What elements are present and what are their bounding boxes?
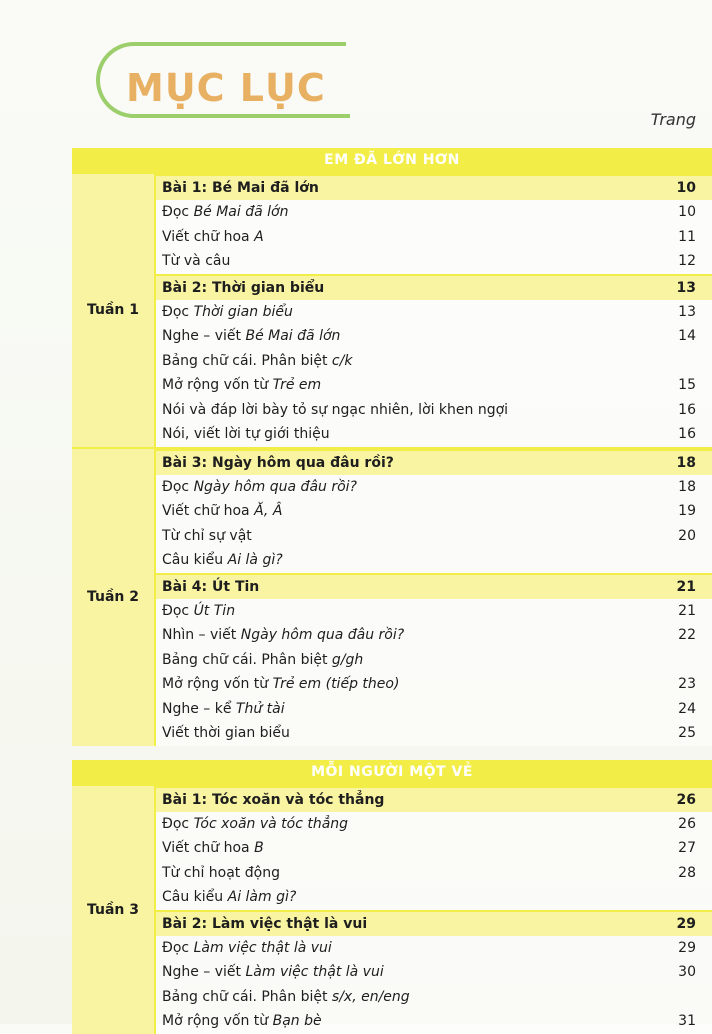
week-block <box>72 172 712 447</box>
entry-page: 14 <box>678 328 696 345</box>
entry-text-italic: Ngày hôm qua đâu rồi? <box>193 478 357 495</box>
entry-text <box>162 627 404 643</box>
entry-text <box>162 816 348 832</box>
entry-text-plain: Đọc <box>162 602 194 619</box>
entry-page: 18 <box>678 478 696 495</box>
entry-text-italic: Ai là gì? <box>227 552 283 569</box>
toc-entry[interactable] <box>156 721 712 746</box>
lesson-row[interactable] <box>156 449 712 475</box>
toc-entry[interactable] <box>156 1009 712 1034</box>
toc-entry[interactable] <box>156 548 712 573</box>
lesson-title: Bài 1: Tóc xoăn và tóc thẳng <box>162 791 385 808</box>
toc-entry[interactable] <box>156 697 712 722</box>
toc-entry[interactable] <box>156 524 712 549</box>
entry-text-plain: Viết chữ hoa <box>162 840 255 857</box>
entry-text <box>162 479 357 495</box>
entry-text-italic: Bé Mai đã lớn <box>193 204 289 221</box>
entry-text-italic: B <box>254 840 264 857</box>
entry-page: 11 <box>678 228 696 245</box>
toc-entry[interactable] <box>156 349 712 374</box>
toc-entry[interactable] <box>156 300 712 325</box>
entry-text <box>162 676 399 692</box>
entry-text-plain: Từ chỉ hoạt động <box>162 864 280 881</box>
entry-page: 12 <box>678 253 696 270</box>
unit-header: EM ĐÃ LỚN HƠN <box>72 148 712 172</box>
toc-entry[interactable] <box>156 885 712 910</box>
entry-text-italic: Trẻ em <box>272 377 322 394</box>
entry-text-plain: Đọc <box>162 204 194 221</box>
entry-text-italic: Ngày hôm qua đâu rồi? <box>240 627 405 644</box>
entry-text-plain: Bảng chữ cái. Phân biệt <box>162 988 332 1005</box>
entry-text-italic: Tóc xoăn và tóc thẳng <box>193 815 349 832</box>
entry-text-plain: Nghe – viết <box>162 328 246 345</box>
toc-entry[interactable] <box>156 225 712 250</box>
entry-text <box>162 528 252 544</box>
entry-text-italic: Ai làm gì? <box>227 889 297 906</box>
toc-entry[interactable] <box>156 861 712 886</box>
entry-text <box>162 328 340 344</box>
entry-text-plain: Nghe – kể <box>162 700 236 717</box>
entry-text-italic: Út Tin <box>193 602 236 619</box>
entry-text-plain: Viết chữ hoa <box>162 228 255 245</box>
entry-text-plain: Từ và câu <box>162 253 231 270</box>
entry-text <box>162 552 283 568</box>
entry-text-plain: Đọc <box>162 939 194 956</box>
entry-text <box>162 840 264 856</box>
toc-entry[interactable] <box>156 812 712 837</box>
entry-text-italic: c/k <box>331 352 353 369</box>
entry-page: 24 <box>678 700 696 717</box>
entry-text-italic: Thời gian biểu <box>193 303 293 320</box>
entry-text-italic: Làm việc thật là vui <box>193 939 332 956</box>
unit-header: MỖI NGƯỜI MỘT VẺ <box>72 760 712 784</box>
toc-entry[interactable] <box>156 672 712 697</box>
entry-text <box>162 229 264 245</box>
lesson-page: 21 <box>676 578 696 595</box>
entry-text-plain: Đọc <box>162 478 194 495</box>
entry-text-plain: Bảng chữ cái. Phân biệt <box>162 352 332 369</box>
toc-entry[interactable] <box>156 422 712 447</box>
lesson-page: 10 <box>676 180 696 196</box>
entry-text-plain: Bảng chữ cái. Phân biệt <box>162 651 332 668</box>
entry-page: 22 <box>678 627 696 644</box>
entry-text-plain: Nhìn – viết <box>162 627 241 644</box>
entry-text <box>162 865 280 881</box>
entry-text-italic: Làm việc thật là vui <box>245 964 384 981</box>
entry-text-italic: A <box>254 228 264 245</box>
entry-page: 20 <box>678 527 696 544</box>
entry-text <box>162 204 288 220</box>
entry-text-plain: Nói và đáp lời bày tỏ sự ngạc nhiên, lời khen ngợi <box>162 401 509 418</box>
lesson-page: 18 <box>676 454 696 471</box>
page-column-label: Trang <box>650 110 696 129</box>
toc-entry[interactable] <box>156 648 712 673</box>
toc-entry[interactable] <box>156 200 712 225</box>
toc-entry[interactable] <box>156 936 712 961</box>
entry-text-italic: g/gh <box>331 651 364 668</box>
toc-entry[interactable] <box>156 623 712 648</box>
table-of-contents <box>72 148 712 1034</box>
entry-text-plain: Câu kiểu <box>162 889 228 906</box>
entry-text <box>162 1013 322 1029</box>
week-block <box>72 784 712 1034</box>
entry-page: 31 <box>678 1013 696 1030</box>
entry-page: 29 <box>678 939 696 956</box>
entry-text <box>162 964 384 980</box>
lesson-row[interactable] <box>156 786 712 812</box>
entry-text-italic: Bạn bè <box>272 1013 322 1030</box>
entry-text-italic: Thử tài <box>235 700 285 717</box>
entry-text-plain: Viết chữ hoa <box>162 503 255 520</box>
entry-page: 26 <box>678 815 696 832</box>
entry-page: 19 <box>678 503 696 520</box>
entry-page: 23 <box>678 676 696 693</box>
entry-text-italic: Ă, Â <box>254 503 283 520</box>
entry-text-plain: Đọc <box>162 815 194 832</box>
toc-entry[interactable] <box>156 373 712 398</box>
toc-entry[interactable] <box>156 985 712 1010</box>
entry-page: 28 <box>678 864 696 881</box>
week-block <box>72 447 712 746</box>
entry-text <box>162 989 410 1005</box>
entry-text <box>162 889 296 905</box>
entry-text <box>162 253 230 269</box>
lesson-row[interactable] <box>156 910 712 936</box>
lesson-title: Bài 2: Làm việc thật là vui <box>162 915 368 932</box>
lesson-title: Bài 1: Bé Mai đã lớn <box>162 180 319 196</box>
entry-text <box>162 503 282 519</box>
toc-entry[interactable] <box>156 249 712 274</box>
week-label: Tuần 3 <box>72 786 156 1034</box>
entry-page: 30 <box>678 964 696 981</box>
lesson-page: 29 <box>676 915 696 932</box>
page-title: MỤC LỤC <box>126 66 326 110</box>
entry-text <box>162 304 293 320</box>
lesson-row[interactable] <box>156 274 712 300</box>
entry-text-plain: Mở rộng vốn từ <box>162 377 273 394</box>
entry-text-plain: Viết thời gian biểu <box>162 725 290 742</box>
entry-text <box>162 701 285 717</box>
entry-text <box>162 940 332 956</box>
lesson-row[interactable] <box>156 573 712 599</box>
entry-text-italic: s/x, en/eng <box>331 988 410 1005</box>
entry-page: 16 <box>678 401 696 418</box>
lesson-page: 26 <box>676 791 696 808</box>
lesson-title: Bài 4: Út Tin <box>162 578 260 595</box>
entry-page: 25 <box>678 725 696 742</box>
entry-text <box>162 725 290 741</box>
entry-text <box>162 377 321 393</box>
entry-text-plain: Mở rộng vốn từ <box>162 676 273 693</box>
entry-text-plain: Mở rộng vốn từ <box>162 1013 273 1030</box>
entry-page: 13 <box>678 303 696 320</box>
entry-text-plain: Nghe – viết <box>162 964 246 981</box>
entry-page: 10 <box>678 204 696 221</box>
toc-entry[interactable] <box>156 499 712 524</box>
lesson-page: 13 <box>676 279 696 296</box>
entry-text-plain: Nói, viết lời tự giới thiệu <box>162 426 330 443</box>
entry-text-plain: Câu kiểu <box>162 552 228 569</box>
entry-text-italic: Trẻ em (tiếp theo) <box>272 676 400 693</box>
entry-text <box>162 426 330 442</box>
toc-entry[interactable] <box>156 324 712 349</box>
entry-text-plain: Đọc <box>162 303 194 320</box>
toc-entry[interactable] <box>156 836 712 861</box>
lesson-title: Bài 2: Thời gian biểu <box>162 279 325 296</box>
entry-text <box>162 402 508 418</box>
entry-page: 15 <box>678 377 696 394</box>
entry-page: 27 <box>678 840 696 857</box>
week-label: Tuần 1 <box>72 174 156 447</box>
entry-text <box>162 603 235 619</box>
toc-entry[interactable] <box>156 599 712 624</box>
entry-text-plain: Từ chỉ sự vật <box>162 527 252 544</box>
lesson-row[interactable] <box>156 174 712 200</box>
toc-entry[interactable] <box>156 398 712 423</box>
toc-entry[interactable] <box>156 475 712 500</box>
entry-text-italic: Bé Mai đã lớn <box>245 328 341 345</box>
entry-page: 21 <box>678 602 696 619</box>
lesson-title: Bài 3: Ngày hôm qua đâu rồi? <box>162 454 394 471</box>
week-label: Tuần 2 <box>72 449 156 746</box>
toc-entry[interactable] <box>156 960 712 985</box>
entry-page: 16 <box>678 426 696 443</box>
entry-text <box>162 652 363 668</box>
entry-text <box>162 353 352 369</box>
